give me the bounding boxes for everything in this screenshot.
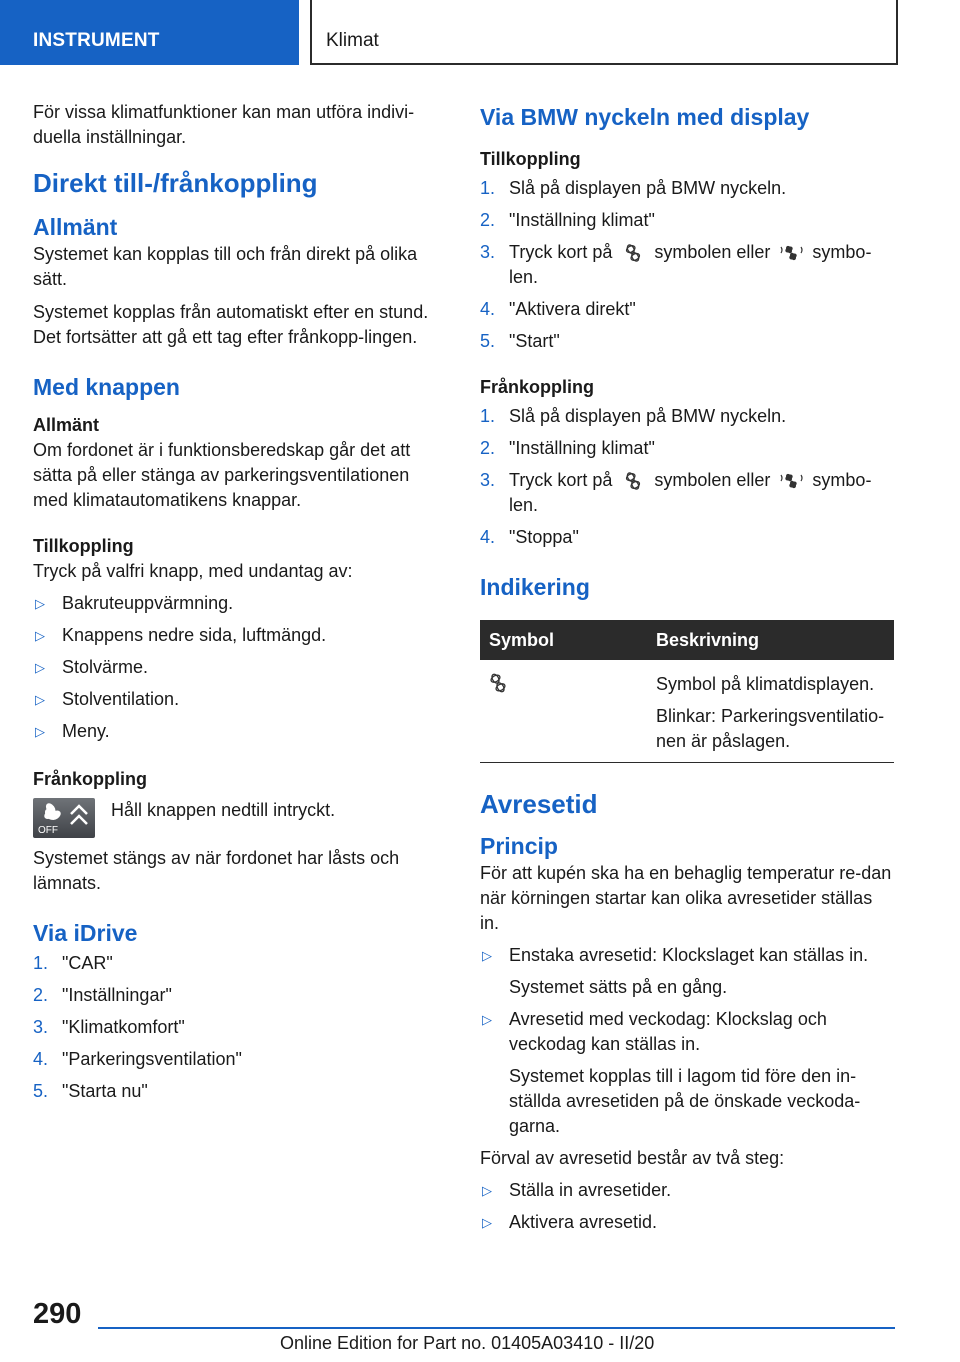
list-item: 5. "Start": [480, 331, 560, 351]
heading-tillkoppling: Tillkoppling: [33, 536, 134, 556]
table-header-symbol: Symbol: [480, 620, 647, 660]
list-item: 4. "Stoppa": [480, 527, 579, 547]
heading-key-tillkoppling: Tillkoppling: [480, 149, 581, 169]
list-item: 2. "Inställning klimat": [480, 210, 655, 230]
key-tillkoppling-steps: [480, 176, 894, 354]
list-item: 3. "Klimatkomfort": [33, 1017, 185, 1037]
list-item: 1. Slå på displayen på BMW nyckeln.: [480, 178, 787, 198]
fan-icon: [620, 471, 646, 491]
heading-direct-switch: Direkt till-/frånkoppling: [33, 168, 318, 198]
description-line-2: Blinkar: Parkeringsventilatio-nen är påslagen.: [656, 706, 885, 751]
heading-avresetid: Avresetid: [480, 789, 598, 819]
princip-text: För att kupén ska ha en behaglig temperatur re-dan när körningen startar kan olika avresetider ställas in.: [480, 863, 892, 933]
list-item: ▷ Ställa in avresetider.: [480, 1178, 894, 1203]
heading-med-knappen: Med knappen: [33, 374, 180, 400]
heading-key-frankoppling: Frånkoppling: [480, 377, 594, 397]
frankoppling-text-2: Systemet stängs av när fordonet har låsts och lämnats.: [33, 848, 400, 893]
fan-off-button-icon: [33, 798, 95, 838]
tillkoppling-text: Tryck på valfri knapp, med undantag av:: [33, 561, 353, 581]
table-cell-description: [647, 660, 894, 763]
list-item: 1. "CAR": [33, 953, 113, 973]
heading-knappen-allmant: Allmänt: [33, 415, 100, 435]
forval-text: Förval av avresetid består av två steg:: [480, 1148, 785, 1168]
idrive-steps: [33, 951, 443, 1104]
frankoppling-row: [33, 798, 443, 846]
heading-indikering: Indikering: [480, 574, 590, 600]
forval-steps: [480, 1178, 894, 1235]
heading-via-idrive: Via iDrive: [33, 920, 138, 946]
key-frankoppling-steps: [480, 404, 894, 550]
list-item: 3. Tryck kort på symbolen eller symbo-len.: [480, 470, 872, 515]
list-item: ▷ Enstaka avresetid: Klockslaget kan ställas in. Systemet sätts på en gång.: [480, 943, 894, 1000]
list-item: ▷ Knappens nedre sida, luftmängd.: [33, 623, 443, 648]
page-number: 290: [33, 1298, 82, 1330]
list-item: ▷ Aktivera avresetid.: [480, 1210, 894, 1235]
list-item: 3. Tryck kort på symbolen eller symbo-len.: [480, 242, 872, 287]
heading-frankoppling: Frånkoppling: [33, 769, 147, 789]
frankoppling-text: Håll knappen nedtill intryckt.: [111, 800, 336, 820]
heading-allmant: Allmänt: [33, 214, 118, 240]
list-item: 2. "Inställningar": [33, 985, 172, 1005]
section-title: INSTRUMENT: [33, 30, 160, 51]
list-item: ▷ Bakruteuppvärmning.: [33, 591, 443, 616]
left-column: [33, 100, 443, 1104]
avresetid-types: [480, 943, 894, 1139]
off-label: OFF: [38, 825, 58, 836]
indication-table: [480, 620, 894, 763]
table-row: [480, 660, 894, 763]
table-cell-symbol: [480, 660, 647, 763]
description-line-1: Symbol på klimatdisplayen.: [656, 674, 875, 694]
fan-heat-icon: [778, 471, 804, 491]
intro-text: För vissa klimatfunktioner kan man utföra indivi-duella inställningar.: [33, 102, 415, 147]
allmant-text-2: Systemet kopplas från automatiskt efter en stund. Det fortsätter att gå ett tag efter frånkopp-lingen.: [33, 302, 429, 347]
fan-icon: [620, 243, 646, 263]
list-item: ▷ Avresetid med veckodag: Klockslag och veckodag kan ställas in. Systemet kopplas till i lagom tid före den in-ställda avresetiden på de önskade veckoda-garna.: [480, 1007, 894, 1139]
list-item: 4. "Parkeringsventilation": [33, 1049, 242, 1069]
list-item: 1. Slå på displayen på BMW nyckeln.: [480, 406, 787, 426]
fan-icon: [485, 672, 511, 694]
fan-heat-icon: [778, 243, 804, 263]
list-item: ▷ Stolvärme.: [33, 655, 443, 680]
list-item: 5. "Starta nu": [33, 1081, 148, 1101]
right-column: [480, 100, 894, 1235]
footer-divider: [98, 1327, 895, 1329]
section-tab: [0, 0, 299, 65]
heading-via-key: Via BMW nyckeln med display: [480, 104, 810, 130]
edition-text: Online Edition for Part no. 01405A03410 - II/20: [280, 1333, 655, 1353]
chapter-title: Klimat: [326, 30, 379, 51]
tillkoppling-exceptions: [33, 591, 443, 744]
list-item: 4. "Aktivera direkt": [480, 299, 636, 319]
list-item: 2. "Inställning klimat": [480, 438, 655, 458]
table-header-description: Beskrivning: [647, 620, 894, 660]
list-item: ▷ Stolventilation.: [33, 687, 443, 712]
chapter-tab: [310, 0, 898, 65]
list-item: ▷ Meny.: [33, 719, 443, 744]
knappen-allmant-text: Om fordonet är i funktionsberedskap går det att sätta på eller stänga av parkeringsventilationen med klimatautomatikens knappar.: [33, 440, 411, 510]
heading-princip: Princip: [480, 833, 558, 859]
allmant-text-1: Systemet kan kopplas till och från direkt på olika sätt.: [33, 244, 418, 289]
